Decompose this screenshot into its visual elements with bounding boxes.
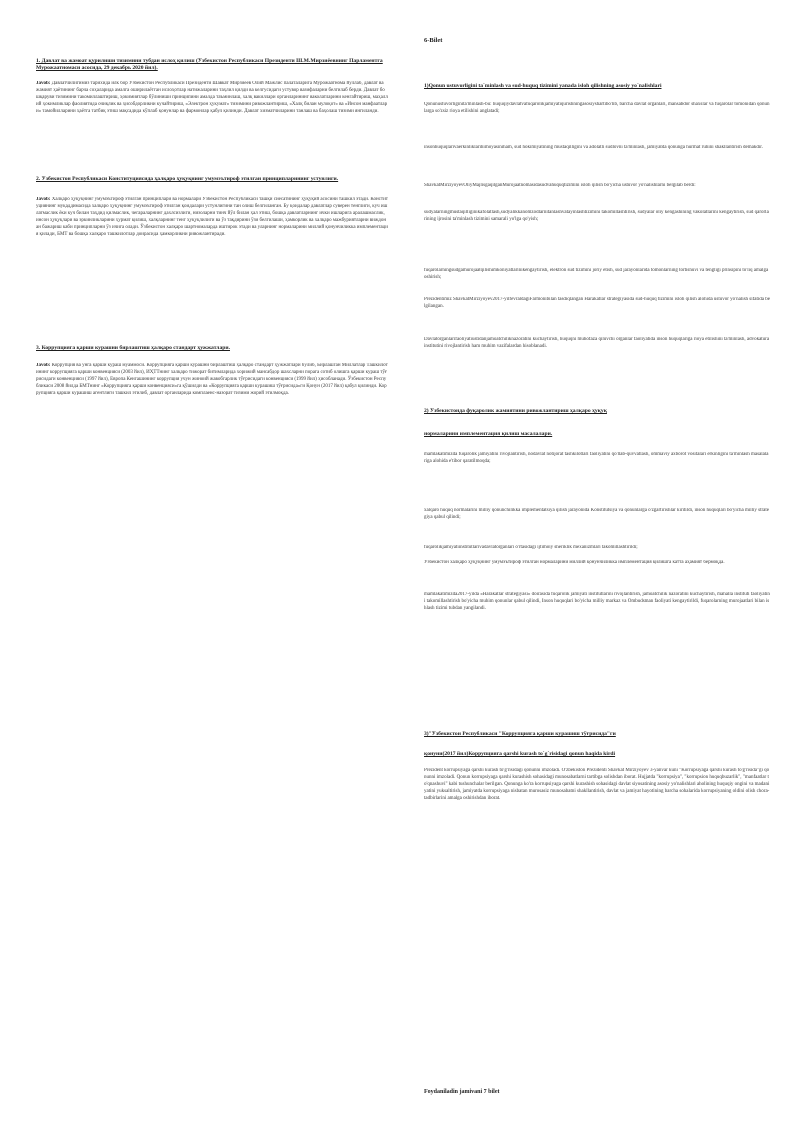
left-section-3-body bbox=[36, 363, 388, 425]
right-s1-para-5: fuqarolarningsudgamurojaatqilishimkoniyatlarinikengaytirish, elektron sud tizimini joriy etish, sud jarayonlarida tomonlarning tortishuvi va tengligi prinsipini to'liq amalga oshirish; bbox=[424, 268, 769, 280]
right-s1-para-7: Davlatorganlarifaoliyatiustidanjamoatchiliknazoratini kuchaytirish, huquqni muhofaza qiluvchi organlar faoliyatida inson huquqlariga rioya etilishini ta'minlash, advokatura institutini rivojlantirish ham muhim vazifalardan hisoblanadi. bbox=[424, 337, 770, 349]
left-section-2-body bbox=[36, 197, 388, 309]
left-section-2-heading: 2. Ўзбекистон Республикаси Конституциясида ҳалқаро ҳуқуқнинг умумэътироф этилган принципларининг устунлиги. bbox=[36, 176, 339, 182]
right-s1-para-2: insonhuquqlarivaerkinliklarihimoyasiniham, sud hokimiyatining mustaqilligini va adolatli sudlovni ta'minlash, jamiyatda qonunga hurmat ruhini shakllantirish demakdir. bbox=[424, 145, 763, 150]
answer-label: Javob: bbox=[36, 363, 51, 368]
left-section-2-text: Халқаро ҳуқуқнинг умумэътироф этилган принциплари ва нормалари Ўзбекистон Республикаси ташқи сиёсатининг ҳуқуқий асосини ташкил этади. Конституциянинг муқаддимасида халқаро ҳуқуқнинг умумэътироф этилган қоидалари устунлигини тан олиш белгиланган. Бу қоидалар давлатлар суверен тенглиги, куч ишлатмаслик ёки куч билан таҳдид қилмаслик, чегараларнинг дахлсизлиги, низоларни тинч йўл билан ҳал этиш, бошқа давлатларнинг ички ишларига аралашмаслик, инсон ҳуқуқлари ва эркинликларини ҳурмат қилиш, халқларнинг тенг ҳуқуқлилиги ва ўз тақдирини ўзи белгилаши, ҳамкорлик ва халқаро мажбуриятларни виждонан бажариш каби принципларни ўз ичига олади. Ўзбекистон халқаро шартномаларда иштирок этади ва уларнинг нормаларини миллий қонунчиликка имплементация қилади, БМТ ва бошқа халқаро ташкилотлар доирасида ҳамкорликни ривожлантиради. bbox=[36, 197, 388, 237]
right-section-1-heading: 1)Qonun ustuvorligini ta`minlash va sud-huquq tizimini yanada isloh qilishning asosiy yo`nalishlari bbox=[424, 83, 662, 89]
right-s1-para-3: ShavkatMirziyoyevOliyMajlisgaqilganMurojaatnomasidasudvahuquqtizimini isloh qilish bo'yicha ustuvor yo'nalishlarni belgilab berdi: bbox=[424, 183, 696, 188]
left-section-1-heading: 1. Давлат ва жамоат қурилиши тизимини тубдан ислоҳ қилиш (Ўзбекистон Республикаси Президенти Ш.М.Мирзиёевнинг Парламентга Мурожаатномаси асосида, 29 декабрь 2020 йил). bbox=[36, 58, 383, 71]
left-section-1-text: Давлатчилигимиз тарихида илк бор Ўзбекистон Республикаси Президенти Шавкат Мирзиёев Олий Мажлис палаталарига Мурожаатнома йўллаб, давлат ва жамият ҳаётининг барча соҳаларида амалга оширилаётган ислоҳотлар натижаларини таҳлил қилди ва келгусидаги устувор вазифаларни белгилаб берди. Давлат бошқаруви тизимини такомиллаштириш, ҳокимиятлар бўлиниши принципини амалда таъминлаш, халқ вакиллари органларининг ваколатларини кенгайтириш, маҳаллий ҳокимликлар фаолиятида очиқлик ва ҳисобдорликни кучайтириш, «Электрон ҳукумат» тизимини ривожлантириш, «Халқ билан мулоқот» ва «Инсон манфаатлари» тамойилларини ҳаётга татбиқ этиш мақсадида кўплаб қонунлар ва фармонлар қабул қилинди. Давлат хизматчиларини танлаш ва баҳолаш тизими янгиланди. bbox=[36, 81, 388, 114]
right-s2-para-4: Ўзбекистон халқаро ҳуқуқнинг умумэътироф этилган нормаларини миллий қонунчиликка имплементация қилишга катта аҳамият бермоқда. bbox=[424, 560, 725, 565]
footer-note: Foydaniladin jamivani 7 bilet bbox=[424, 1089, 500, 1095]
right-s1-para-6: Prezidentimiz ShavkatMirziyoyev2017-yilfevraldagiFarmonibilan tasdiqlangan Harakatlar strategiyasida sud-huquq tizimini isloh qilish alohida ustuvor yo'nalish sifatida belgilangan. bbox=[424, 297, 770, 309]
answer-label: Javob: bbox=[36, 81, 51, 86]
right-section-3-heading-b: қонуни(2017 йил)Коррупцияга qarshi kurash to`g`risidagi qonun haqida kirdi bbox=[424, 751, 616, 757]
left-section-3-heading: 3. Коррупцияга қарши курашни бирлаштиш ҳалқаро стандарт ҳужжатлари. bbox=[36, 345, 230, 351]
right-section-3 bbox=[424, 731, 770, 830]
right-section-2-heading-a: 2) Ўзбекистонда фуқаролик жамиятини ривожлантириш ҳалқаро ҳуқуқ bbox=[424, 408, 607, 414]
ticket-title: 6-Bilet bbox=[424, 37, 443, 44]
answer-label: Javob: bbox=[36, 197, 51, 202]
left-section-2 bbox=[36, 176, 388, 309]
right-s1-para-4: sudyalarningmustaqilliginikafolatlash,sudyalikkanomzodlarnitanlashvatayinlashtizimini takomillashtirish, sudyalar oliy kengashining vakolatlarini kengaytirish, sud qarorlarining ijrosini ta'minlash tizimini samarali yo'lga qo'yish; bbox=[424, 210, 769, 222]
left-section-3-text: Коррупция ва унга қарши кураш муаммоси. Коррупцияга қарши курашни бирлаштиш ҳалқаро стандарт ҳужжатлари бўлиб, Бирлашган Миллатлар Ташкилотининг коррупцияга қарши конвенцияси (2003 йил), ИҲТТнинг халқаро тижорат битимларида хорижий мансабдор шахсларни порага сотиб олишга қарши кураш тўғрисидаги конвенцияси (1997 йил), Европа Кенгашининг коррупция учун жиноий жавобгарлик тўғрисидаги конвенцияси (1999 йил) ҳисобланади. Ўзбекистон Республикаси 2008 йилда БМТнинг «Коррупцияга қарши конвенцияси»га қўшилди ва «Коррупцияга қарши курашиш тўғрисида»ги Қонун (2017 йил) қабул қилинди. Коррупцияга қарши курашиш агентлиги ташкил этилиб, давлат органларида комплаенс-назорат тизими жорий этилмоқда. bbox=[36, 363, 388, 396]
right-s2-para-3: fuqarolikjamiyatiinstitutlarivadavlatorganlari o'rtasidagi ijtimoiy sheriklik mexanizmlari takomillashtirildi; bbox=[424, 545, 638, 550]
right-s1-para-1: Qonunustuvorliginita'minlash-bu: huquqiydavlatvafuqarolikjamiyatiqurishningasosiyshartibo'lib, barcha davlat organlari, mansabdor shaxslar va fuqarolar tomonidan qonunlarga so'zsiz rioya etilishini anglatadi; bbox=[424, 102, 770, 114]
right-s2-para-1: mamlakatimizda fuqarolik jamiyatini rivojlantirish, nodavlat notijorat tashkilotlari faoliyatini qo'llab-quvvatlash, ommaviy axborot vositalari erkinligini ta'minlash masalalariga alohida e'tibor qaratilmoqda; bbox=[424, 452, 769, 464]
right-s2-para-5: mamlakatimizda2017-yilda «Harakatlar strategiyasi» doirasida fuqarolik jamiyati institutlarini rivojlantirish, jamoatchilik nazoratini kuchaytirish, mahalla instituti faoliyatini takomillashtirish bo'yicha muhim qonunlar qabul qilindi, Inson huquqlari bo'yicha milliy markaz va Ombudsman faoliyati kengaytirildi, fuqarolarning murojaatlari bilan ishlash tizimi tubdan yangilandi. bbox=[424, 592, 770, 611]
left-section-3 bbox=[36, 345, 388, 425]
right-section-2 bbox=[424, 408, 770, 611]
right-s2-para-2: xalqaro huquq normalarini milliy qonunchilikka implementatsiya qilish jarayonida Konstitutsiya va qonunlarga o'zgartirishlar kiritildi, inson huquqlari bo'yicha milliy strategiya qabul qilindi; bbox=[424, 508, 769, 520]
right-section-2-heading-b: нормаларини имплементация қилиш масалалари. bbox=[424, 431, 553, 437]
right-section-1 bbox=[424, 83, 770, 349]
left-section-1 bbox=[36, 58, 388, 147]
right-s3-body: Prezident korrupsiyaga qarshi kurash to'g'risidagi qonunni imzoladi. O'zbekiston Prezidenti Shavkat Mirziyoyev 3-yanvar kuni "Korrupsiyaga qarshi kurash to'g'risida"gi qonunni imzoladi. Qonun korrupsiyaga qarshi kurashish sohasidagi munosabatlarni tartibga solishdan iborat. Hujjatda "korrupsiya", "korrupsion huquqbuzarlik", "manfaatlar to'qnashuvi" kabi tushunchalar berilgan. Qonunga ko'ra korrupsiyaga qarshi kurashish sohasidagi davlat siyosatining asosiy yo'nalishlari aholining huquqiy ongini va madaniyatini yuksaltirish, jamiyatda korrupsiyaga nisbatan murosasiz munosabatni shakllantirish, davlat va jamiyat hayotining barcha sohalarida korrupsiyaning oldini olish chora-tadbirlarini amalga oshirishdan iborat. bbox=[424, 768, 770, 801]
right-section-3-heading-a: 3)"Ўзбекистон Республикаси "Коррупцияга қарши курашиш тўғрисида"ги bbox=[424, 731, 616, 737]
left-section-1-body bbox=[36, 81, 388, 147]
